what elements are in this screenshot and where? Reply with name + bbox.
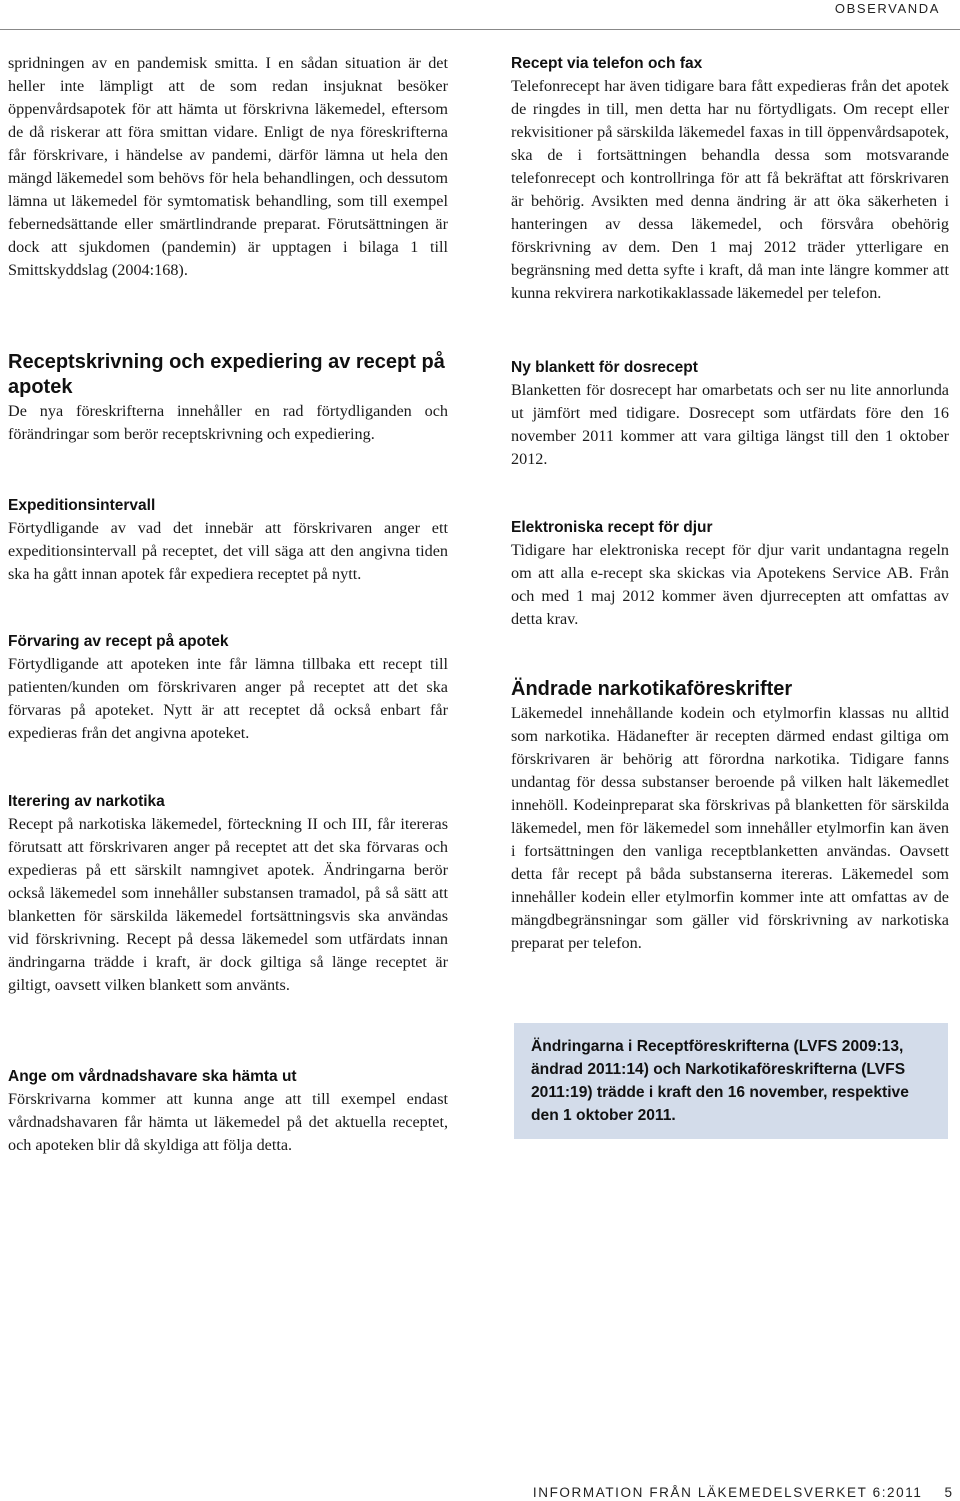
djur-heading: Elektroniska recept för djur (511, 519, 713, 536)
blankett-text: Blanketten för dosrecept har omarbetats och ser nu lite annorlunda ut jämfört med tidigare. Dosrecept som utfärdats före den 16 november 2011 kommer att vara giltiga längst till den 1 oktober 2012. (511, 381, 949, 468)
intro-paragraph: spridningen av en pandemisk smitta. I en sådan situation är det heller inte lämpligt att de som redan insjuknat besöker öppenvårdsapotek för att hämta ut förskrivna läkemedel, eftersom de då riskerar att föra smittan vidare. Enligt de nya föreskrifterna får förskrivare, i händelse av pandemi, därför lämna ut hela den mängd läkemedel som behövs för hela behandlingen, och dessutom lämna ut läkemedel för symtomatisk behandling, som till exempel febernedsättande eller smärtlindrande preparat. Förutsättningen är dock att sjukdomen (pandemin) är upptagen i bilaga 1 till Smittskyddslag (2004:168). (8, 54, 448, 279)
receptskrivning-heading: Receptskrivning och expediering av recept på apotek (8, 351, 445, 398)
expeditionsintervall-heading: Expeditionsintervall (8, 497, 156, 514)
info-callout-text: Ändringarna i Receptföreskrifterna (LVFS 2009:13, ändrad 2011:14) och Narkotikaföreskrifterna (LVFS 2011:19) trädde i kraft den 16 november, respektive den 1 oktober 2011. (531, 1038, 909, 1124)
intro-block (8, 52, 448, 282)
narkotika-section (511, 677, 949, 955)
section-label: OBSERVANDA (834, 1, 940, 16)
publication-name: INFORMATION FRÅN LÄKEMEDELSVERKET 6:2011 (532, 1485, 923, 1500)
forvaring-section (8, 630, 448, 745)
telefon-text: Telefonrecept har även tidigare bara fått expedieras från det apotek de ringdes in till, men detta har nu förtydligats. Om recept eller rekvisitioner på särskilda läkemedel faxas in till öppenvårdsapotek, ska de i fortsättningen behandla dessa som motsvarande telefonrecept och kontrollringa för att få bekräftat att förskrivaren är behörig. Avsikten med denna ändring är att öka säkerheten i hanteringen av dessa läkemedel, och försvåra obehörig förskrivning av dem. Den 1 maj 2012 träder ytterligare en begränsning med detta syfte i kraft, då man inte längre kommer att kunna rekvirera narkotikaklassade läkemedel per telefon. (511, 77, 949, 302)
telefon-heading: Recept via telefon och fax (511, 55, 703, 72)
blankett-section (511, 356, 949, 471)
vardnadshavare-text: Förskrivarna kommer att kunna ange att till exempel endast vårdnadshavaren får hämta ut läkemedel på det aktuella receptet, och apoteken blir då skyldiga att följa detta. (8, 1090, 448, 1154)
narkotika-text: Läkemedel innehållande kodein och etylmorfin klassas nu alltid som narkotika. Hädanefter är recepten därmed endast giltiga om förskrivaren är behörig att förordna narkotika. Tidigare fanns undantag för dessa substanser beroende på vilken halt läkemedlet innehöll. Kodeinpreparat ska förskrivas på blanketten för särskilda läkemedel, men för läkemedel som innehåller etylmorfin kan även i fortsättningen den vanliga receptblanketten användas. Oavsett detta får recept på båda substanserna itereras. Läkemedel som innehåller kodein eller etylmorfin kommer inte att omfattas av de mängdbegränsningar som gäller vid förskrivning av narkotiska preparat per telefon. (511, 704, 949, 952)
djur-section (511, 516, 949, 631)
receptskrivning-text: De nya föreskrifterna innehåller en rad förtydliganden och förändringar som berör receptskrivning och expediering. (8, 402, 448, 443)
iterering-text: Recept på narkotiska läkemedel, förteckning II och III, får itereras förutsatt att förskrivaren anger på receptet att det ska förvaras och expedieras på ett särskilt namngivet apotek. Ändringarna berör också läkemedel som innehåller substansen tramadol, på så sätt att blanketten för särskilda läkemedel fortsättningsvis ska användas vid förskrivning. Recept på dessa läkemedel som utfärdats innan ändringarna trädde i kraft, är dock giltiga så länge receptet är giltigt, oavsett vilken blankett som använts. (8, 815, 448, 994)
vardnadshavare-section (8, 1065, 448, 1157)
djur-text: Tidigare har elektroniska recept för djur varit undantagna regeln om att alla e-recept ska skickas via Apotekens Service AB. Från och med 1 maj 2012 kommer även djurrecepten att omfattas av detta krav. (511, 541, 949, 628)
page-number: 5 (944, 1485, 952, 1500)
info-callout-box (514, 1023, 948, 1139)
narkotika-heading: Ändrade narkotikaföreskrifter (511, 678, 793, 700)
top-rule (0, 0, 960, 30)
blankett-heading: Ny blankett för dosrecept (511, 359, 698, 376)
forvaring-heading: Förvaring av recept på apotek (8, 633, 229, 650)
telefon-section (511, 52, 949, 305)
iterering-heading: Iterering av narkotika (8, 793, 165, 810)
vardnadshavare-heading: Ange om vårdnadshavare ska hämta ut (8, 1068, 297, 1085)
receptskrivning-section (8, 350, 448, 446)
expeditionsintervall-section (8, 494, 448, 586)
iterering-section (8, 790, 448, 997)
expeditionsintervall-text: Förtydligande av vad det innebär att förskrivaren anger ett expeditionsintervall på receptet, det vill säga att den angivna tiden ska ha gått innan apotek får expediera receptet på nytt. (8, 519, 448, 583)
forvaring-text: Förtydligande att apoteken inte får lämna tillbaka ett recept till patienten/kunden om förskrivaren anger på receptet att det ska förvaras på apoteket. Nytt är att receptet då också enbart får expedieras från det angivna apoteket. (8, 655, 448, 742)
page-footer (533, 1485, 952, 1500)
